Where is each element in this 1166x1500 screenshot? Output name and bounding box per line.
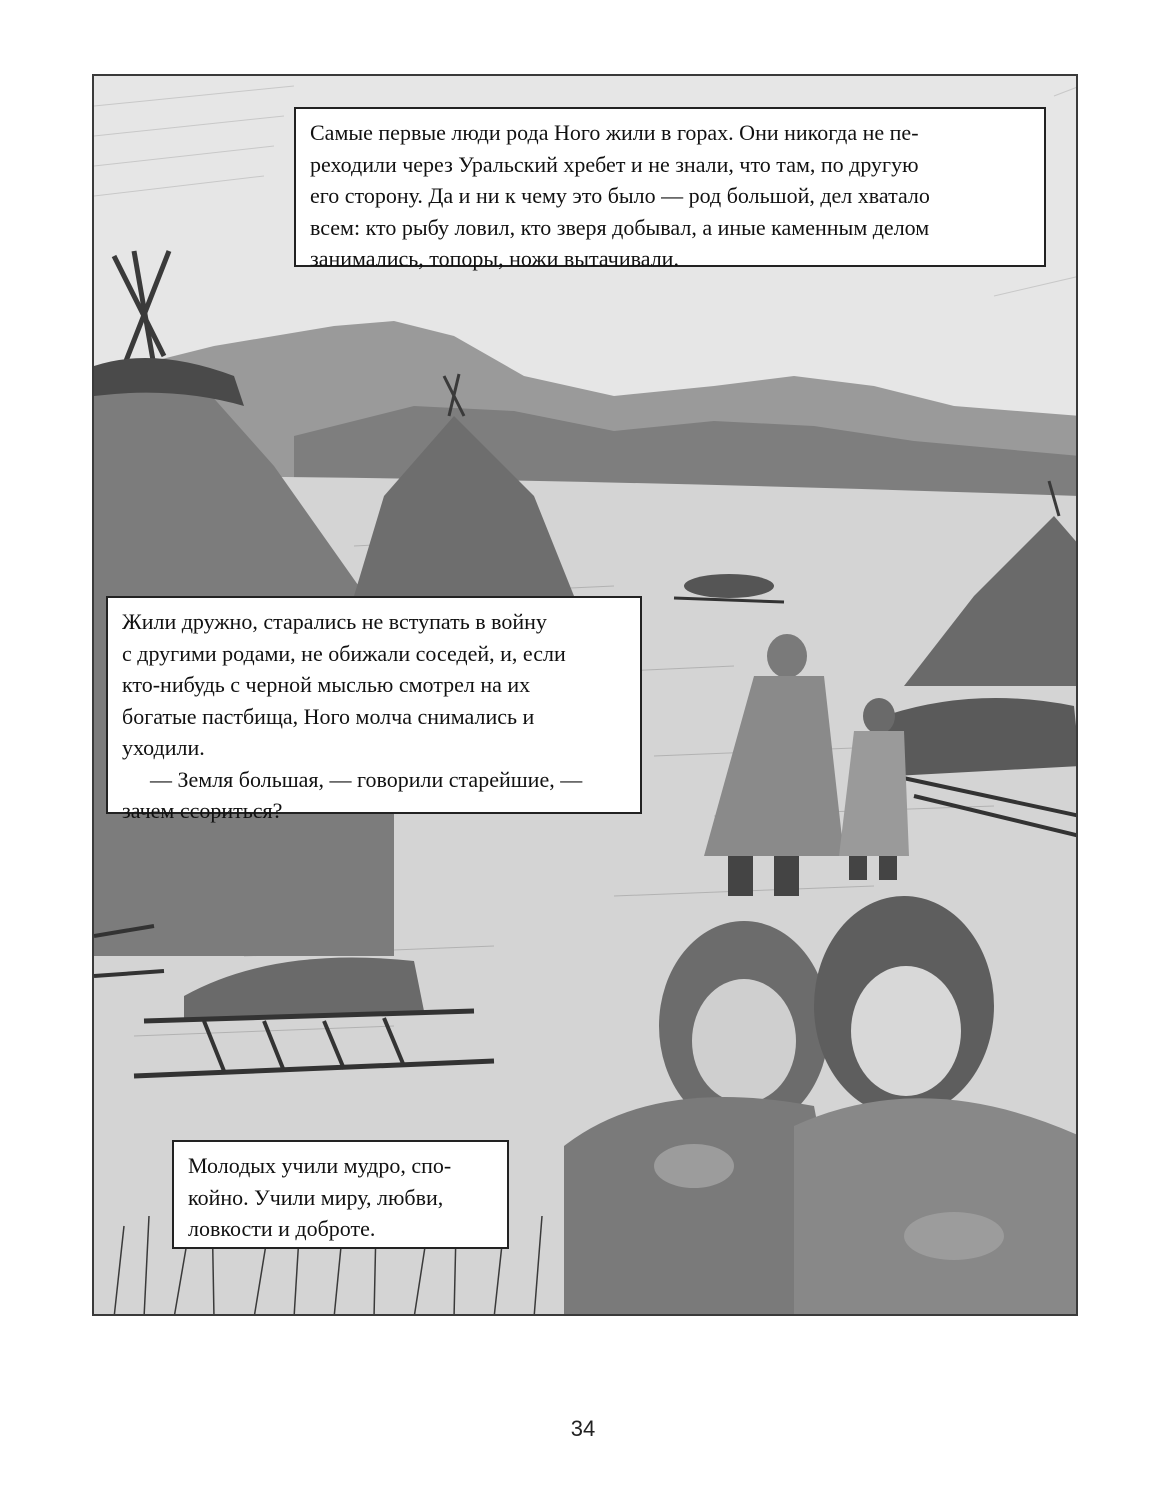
page-number: 34 <box>570 1416 596 1441</box>
caption-box-bottom <box>172 1140 509 1249</box>
caption-text-bottom: Молодых учили мудро, спо- койно. Учили миру, любви, ловкости и доброте. <box>188 1153 452 1241</box>
caption-box-top <box>294 107 1046 271</box>
caption-text-top: Самые первые люди рода Ного жили в горах. Они никогда не пе- реходили через Уральский хребет и не знали, что там, по другую его сторону. Да и ни к чему это было — род большой, дел хватало всем: кто рыбу ловил, кто зверя добывал, а иные каменным делом занимались, топоры, ножи вытачивали. <box>310 120 930 271</box>
caption-text-dialogue: — Земля большая, — говорили старейшие, — зачем ссориться? <box>122 766 583 823</box>
caption-text-narration: Жили дружно, старались не вступать в войну с другими родами, не обижали соседей, и, если кто-нибудь с черной мыслью смотрел на их богатые пастбища, Ного молча снимались и уходили. <box>122 609 566 760</box>
caption-box-middle <box>106 596 642 823</box>
